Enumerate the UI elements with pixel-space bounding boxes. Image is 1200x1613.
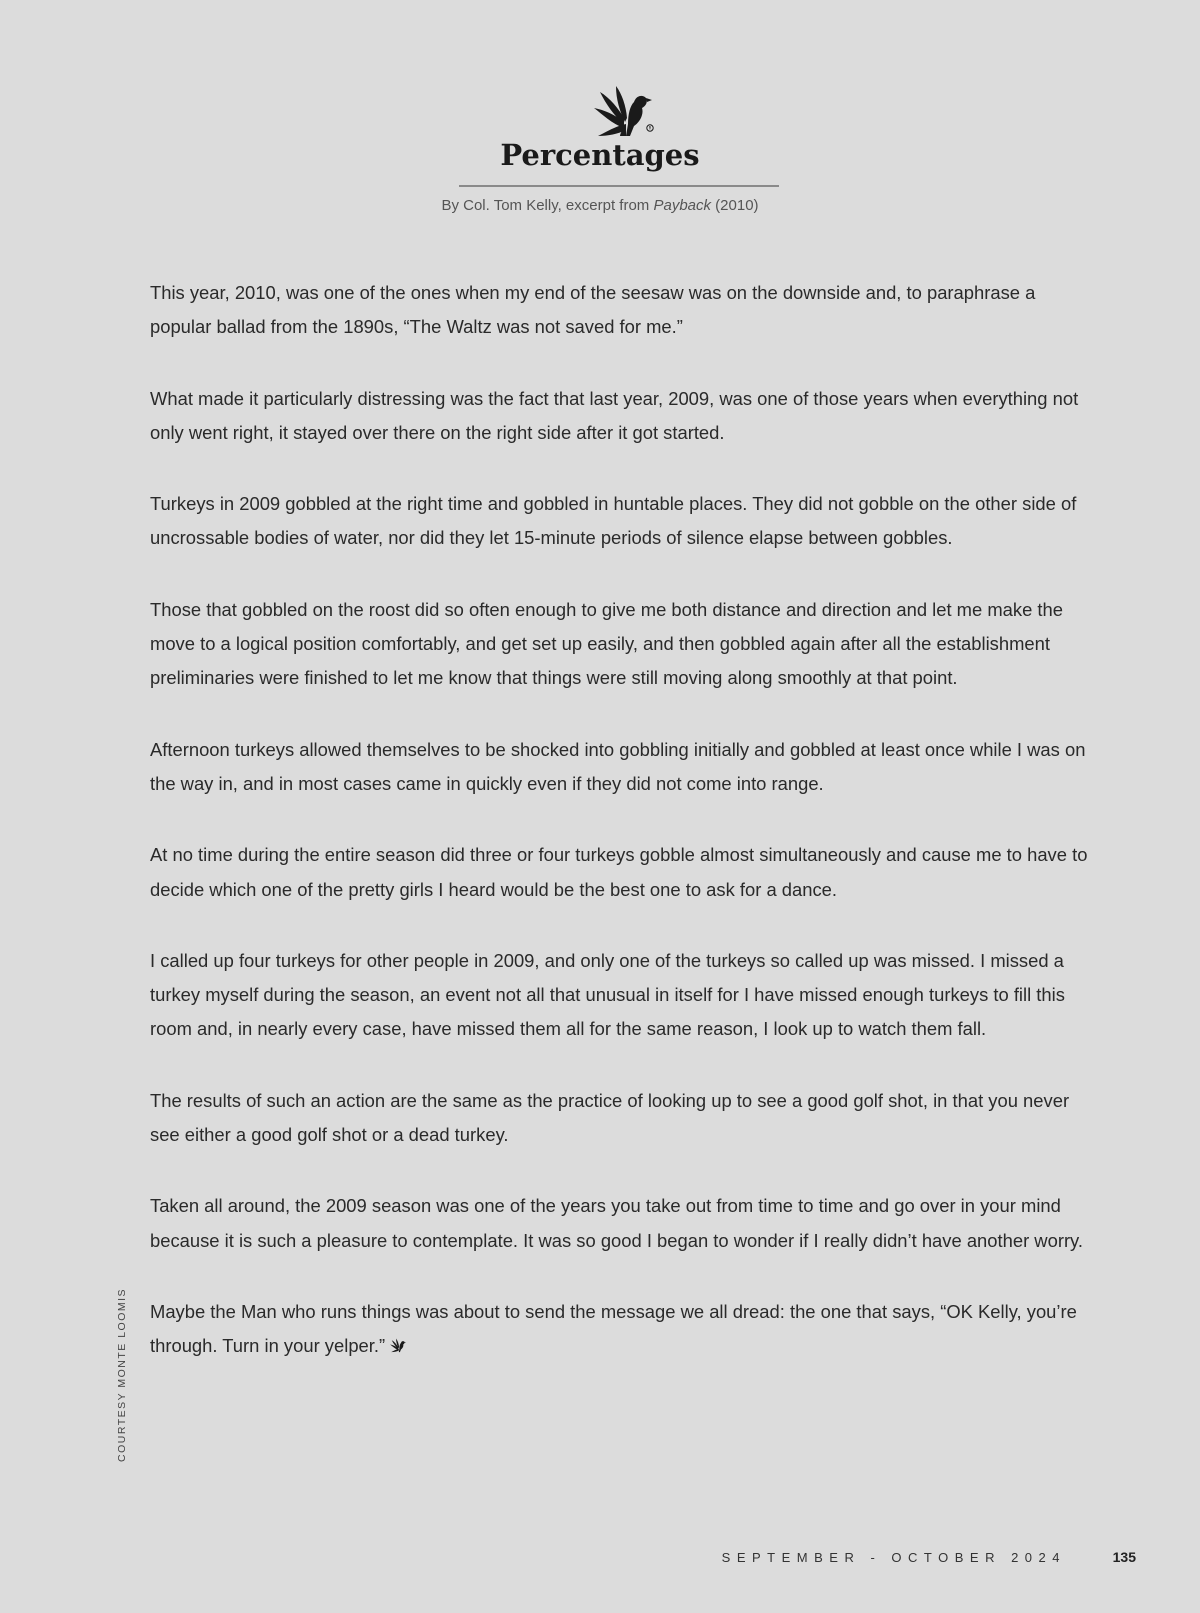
article-paragraph-10 — [150, 1295, 1095, 1364]
article-paragraph-3: Turkeys in 2009 gobbled at the right time and gobbled in huntable places. They did not gobble on the other side of uncrossable bodies of water, nor did they let 15-minute periods of silence elapse between gobbles. — [150, 493, 1077, 549]
article-title: Percentages — [500, 138, 700, 172]
photo-credit: COURTESY MONTE LOOMIS — [116, 1287, 128, 1462]
turkey-fan-end-mark-icon — [389, 1336, 407, 1354]
title-divider — [459, 185, 779, 187]
byline-prefix: By Col. Tom Kelly, excerpt from — [441, 197, 654, 214]
article-paragraph-9: Taken all around, the 2009 season was one of the years you take out from time to time and go over in your mind because it is such a pleasure to contemplate. It was so good I began to wonder if I really didn’t have another worry. — [150, 1195, 1084, 1251]
article-paragraph-1: This year, 2010, was one of the ones when my end of the seesaw was on the downside and, to paraphrase a popular ballad from the 1890s, “The Waltz was not saved for me.” — [150, 282, 1036, 338]
article-paragraph-6: At no time during the entire season did three or four turkeys gobble almost simultaneously and cause me to have to decide which one of the pretty girls I heard would be the best one to ask for a dance. — [150, 844, 1088, 900]
byline-book-title: Payback — [653, 197, 712, 214]
byline-suffix: (2010) — [711, 197, 759, 214]
article-body — [150, 276, 1095, 1401]
footer-issue-date: SEPTEMBER - OCTOBER 2024 — [721, 1550, 1066, 1565]
article-paragraph-5: Afternoon turkeys allowed themselves to be shocked into gobbling initially and gobbled at least once while I was on the way in, and in most cases came in quickly even if they did not come into range. — [150, 738, 1086, 794]
article-paragraph-7: I called up four turkeys for other people in 2009, and only one of the turkeys so called up was missed. I missed a turkey myself during the season, an event not all that unusual in itself for I have missed enough turkeys to fill this room and, in nearly every case, have missed them all for the same reason, I look up to watch them fall. — [150, 949, 1065, 1040]
article-paragraph-8: The results of such an action are the same as the practice of looking up to see a good golf shot, in that you never see either a good golf shot or a dead turkey. — [150, 1089, 1070, 1146]
turkey-fan-logo-icon — [590, 84, 656, 136]
svg-text:R: R — [648, 125, 652, 131]
article-paragraph-10-text: Maybe the Man who runs things was about to send the message we all dread: the one that says, “OK Kelly, you’re through. Turn in your yelper.” — [150, 1300, 1077, 1357]
page-number: 135 — [1112, 1549, 1136, 1565]
article-paragraph-2: What made it particularly distressing was the fact that last year, 2009, was one of those years when everything not only went right, it stayed over there on the right side after it got started. — [150, 387, 1079, 443]
byline — [0, 197, 1200, 214]
article-paragraph-4: Those that gobbled on the roost did so often enough to give me both distance and direction and let me make the move to a logical position comfortably, and get set up easily, and then gobbled again after all the establishment preliminaries were finished to let me know that things were still moving along smoothly at that point. — [150, 598, 1063, 689]
